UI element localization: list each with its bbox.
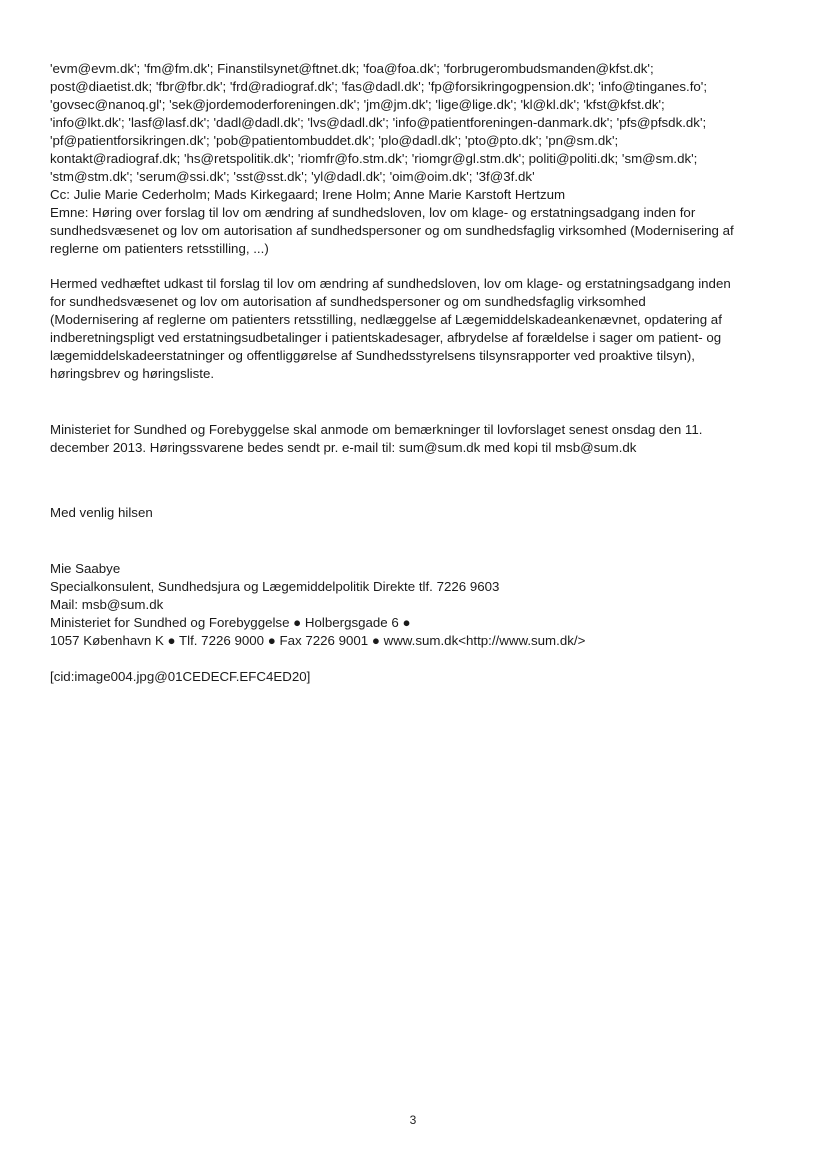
signature-name: Mie Saabye: [50, 561, 121, 576]
recipient-line: 'info@lkt.dk'; 'lasf@lasf.dk'; 'dadl@dadl.dk'; 'lvs@dadl.dk'; 'info@patientforeningen-danmark.dk'; 'pfs@pfsdk.dk';: [50, 115, 707, 130]
recipient-line: 'evm@evm.dk'; 'fm@fm.dk'; Finanstilsynet@ftnet.dk; 'foa@foa.dk'; 'forbrugerombudsmanden@kfst.dk';: [50, 61, 654, 76]
signature-image-reference: [cid:image004.jpg@01CEDECF.EFC4ED20]: [50, 669, 311, 684]
paragraph-line: lægemiddelskadeerstatninger og offentliggørelse af Sundhedsstyrelsens tilsynsrapporter ved proaktive tilsyn),: [50, 348, 695, 363]
paragraph-line: indberetningspligt ved erstatningsudbetalinger i patientskadesager, afbrydelse af forældelse i sager om patient- og: [50, 330, 722, 345]
signature-mail: Mail: msb@sum.dk: [50, 597, 164, 612]
subject-line: sundhedsvæsenet og lov om autorisation af sundhedspersoner og om sundhedsfaglig virksomhed (Modernisering af: [50, 223, 734, 238]
spacer: [50, 258, 790, 275]
paragraph-line: høringsbrev og høringsliste.: [50, 366, 215, 381]
recipient-line: kontakt@radiograf.dk; 'hs@retspolitik.dk'; 'riomfr@fo.stm.dk'; 'riomgr@gl.stm.dk'; politi@politi.dk; 'sm@sm.dk';: [50, 151, 698, 166]
recipient-line: 'govsec@nanoq.gl'; 'sek@jordemoderforeningen.dk'; 'jm@jm.dk'; 'lige@lige.dk'; 'kl@kl.dk'; 'kfst@kfst.dk';: [50, 97, 665, 112]
recipient-line: 'pf@patientforsikringen.dk'; 'pob@patientombuddet.dk'; 'plo@dadl.dk'; 'pto@pto.dk'; 'pn@sm.dk';: [50, 133, 619, 148]
greeting: Med venlig hilsen: [50, 505, 153, 520]
spacer: [50, 457, 790, 504]
recipient-line: post@diaetist.dk; 'fbr@fbr.dk'; 'frd@radiograf.dk'; 'fas@dadl.dk'; 'fp@forsikringogpension.dk'; 'info@tinganes.fo';: [50, 79, 708, 94]
body-paragraph-2: [50, 421, 790, 457]
paragraph-line: Hermed vedhæftet udkast til forslag til lov om ændring af sundhedsloven, lov om klage- og erstatningsadgang inden: [50, 276, 731, 291]
recipient-list: [50, 60, 790, 186]
subject-block: [50, 204, 790, 258]
paragraph-line: Ministeriet for Sundhed og Forebyggelse skal anmode om bemærkninger til lovforslaget senest onsdag den 11.: [50, 422, 703, 437]
subject-line: reglerne om patienters retsstilling, ...): [50, 241, 269, 256]
cc-line: Cc: Julie Marie Cederholm; Mads Kirkegaard; Irene Holm; Anne Marie Karstoft Hertzum: [50, 187, 566, 202]
document-page: [50, 60, 790, 686]
subject-line: Emne: Høring over forslag til lov om ændring af sundhedsloven, lov om klage- og erstatningsadgang inden for: [50, 205, 696, 220]
paragraph-line: for sundhedsvæsenet og lov om autorisation af sundhedspersoner og om sundhedsfaglig virksomhed: [50, 294, 646, 309]
paragraph-line: december 2013. Høringssvarene bedes sendt pr. e-mail til: sum@sum.dk med kopi til msb@sum.dk: [50, 440, 637, 455]
signature-block: [50, 560, 790, 686]
body-paragraph-1: [50, 275, 790, 383]
signature-address: 1057 København K ● Tlf. 7226 9000 ● Fax 7226 9001 ● www.sum.dk<http://www.sum.dk/>: [50, 633, 586, 648]
signature-title: Specialkonsulent, Sundhedsjura og Lægemiddelpolitik Direkte tlf. 7226 9603: [50, 579, 500, 594]
spacer: [50, 403, 790, 421]
recipient-line: 'stm@stm.dk'; 'serum@ssi.dk'; 'sst@sst.dk'; 'yl@dadl.dk'; 'oim@oim.dk'; '3f@3f.dk': [50, 169, 535, 184]
signature-organization: Ministeriet for Sundhed og Forebyggelse ● Holbergsgade 6 ●: [50, 615, 411, 630]
spacer: [50, 383, 790, 403]
page-number: 3: [409, 1113, 417, 1127]
spacer: [50, 650, 790, 668]
spacer: [50, 522, 790, 560]
paragraph-line: (Modernisering af reglerne om patienters retsstilling, nedlæggelse af Lægemiddelskadeankenævnet, opdatering af: [50, 312, 722, 327]
